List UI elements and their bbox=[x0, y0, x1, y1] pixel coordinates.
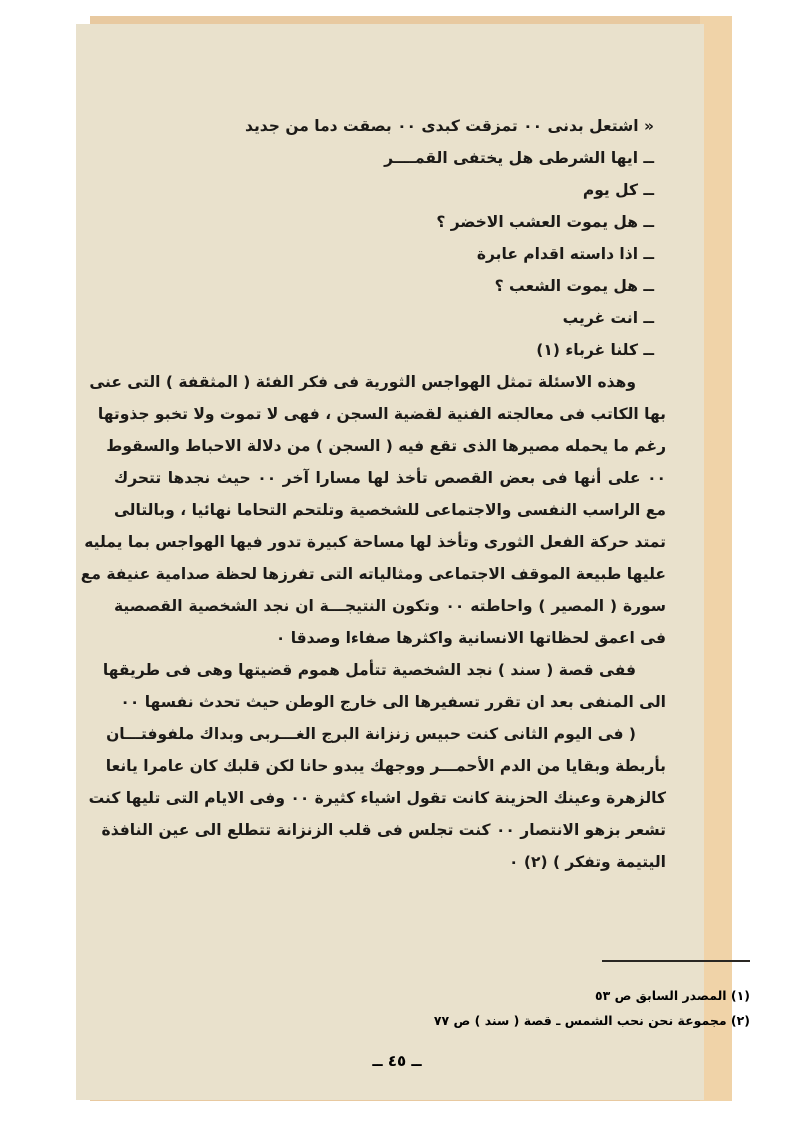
poem-line: ــ هل يموت الشعب ؟ bbox=[494, 277, 654, 295]
poem-line: ــ ايها الشرطى هل يختفى القمــــر bbox=[384, 149, 654, 167]
poem-block bbox=[114, 110, 666, 366]
footnotes bbox=[38, 983, 750, 1033]
paragraph-line: ففى قصة ( سند ) نجد الشخصية تتأمل هموم قضيتها وهى فى طريقها bbox=[102, 661, 636, 679]
paragraph-line: بها الكاتب فى معالجته الفنية لقضية السجن ، فهى لا تموت ولا تخبو جذوتها bbox=[97, 405, 666, 423]
footnote-divider bbox=[602, 960, 750, 962]
paragraph-line: رغم ما يحمله مصيرها الذى تقع فيه ( السجن ) من دلالة الاحباط والسقوط bbox=[106, 437, 666, 455]
poem-line: ــ كل يوم bbox=[582, 181, 654, 199]
book-page bbox=[76, 24, 704, 1100]
footnote: (١) المصدر السابق ص ٥٣ bbox=[594, 988, 750, 1003]
poem-line: ــ انت غريب bbox=[562, 309, 654, 327]
paragraph-line: كالزهرة وعينك الحزينة كانت تقول اشياء كثيرة ٠٠ وفى الايام التى تليها كنت bbox=[88, 789, 666, 807]
paragraph-line: بأربطة وبقايا من الدم الأحمـــر ووجهك يبدو حانا لكن قلبك كان عامرا يانعا bbox=[105, 757, 666, 775]
poem-line: ــ اذا داسته اقدام عابرة bbox=[476, 245, 654, 263]
body-text bbox=[80, 110, 666, 878]
paragraph-line: عليها طبيعة الموقف الاجتماعى ومثالياته التى تفرزها لحظة صدامية عنيفة مع bbox=[80, 565, 666, 583]
paragraph-line: تمتد حركة الفعل الثورى وتأخذ لها مساحة كبيرة تدور فيها الهواجس بما يمليه bbox=[84, 533, 666, 551]
paragraph-questions bbox=[80, 366, 666, 654]
poem-line: ــ هل يموت العشب الاخضر ؟ bbox=[436, 213, 654, 231]
paragraph-line: ٠٠ على أنها فى بعض القصص تأخذ لها مسارا آخر ٠٠ حيث نجدها تتحرك bbox=[114, 469, 666, 487]
footnote: (٢) مجموعة نحن نحب الشمس ـ قصة ( سند ) ص ٧٧ bbox=[433, 1013, 750, 1028]
paragraph-sanad bbox=[102, 654, 666, 718]
page-number: ــ ٤٥ ــ bbox=[372, 1052, 422, 1070]
paragraph-line: تشعر بزهو الانتصار ٠٠ كنت تجلس فى قلب الزنزانة تتطلع الى عين النافذة bbox=[101, 821, 666, 839]
poem-line: « اشتعل بدنى ٠٠ تمزقت كبدى ٠٠ بصقت دما من جديد bbox=[245, 117, 654, 135]
book-edge bbox=[700, 16, 732, 1101]
paragraph-line: مع الراسب النفسى والاجتماعى للشخصية وتلتحم التحاما نهائيا ، وبالتالى bbox=[114, 501, 666, 519]
paragraph-line: وهذه الاسئلة تمثل الهواجس الثورية فى فكر الفئة ( المثقفة ) التى عنى bbox=[89, 373, 636, 391]
paragraph-line: فى اعمق لحظاتها الانسانية واكثرها صفاءا وصدقا ٠ bbox=[275, 629, 666, 647]
paragraph-line: اليتيمة وتفكر ) (٢) ٠ bbox=[509, 853, 666, 871]
paragraph-line: ( فى اليوم الثانى كنت حبيس زنزانة البرج الغـــربى وبداك ملفوفتـــان bbox=[106, 725, 636, 743]
paragraph-line: الى المنفى بعد ان تقرر تسفيرها الى خارج الوطن حيث تحدث نفسها ٠٠ bbox=[120, 693, 666, 711]
poem-line: ــ كلنا غرباء (١) bbox=[536, 341, 654, 359]
paragraph-quote bbox=[88, 718, 666, 878]
paragraph-line: سورة ( المصير ) واحاطته ٠٠ وتكون النتيجـــة ان نجد الشخصية القصصية bbox=[114, 597, 666, 615]
